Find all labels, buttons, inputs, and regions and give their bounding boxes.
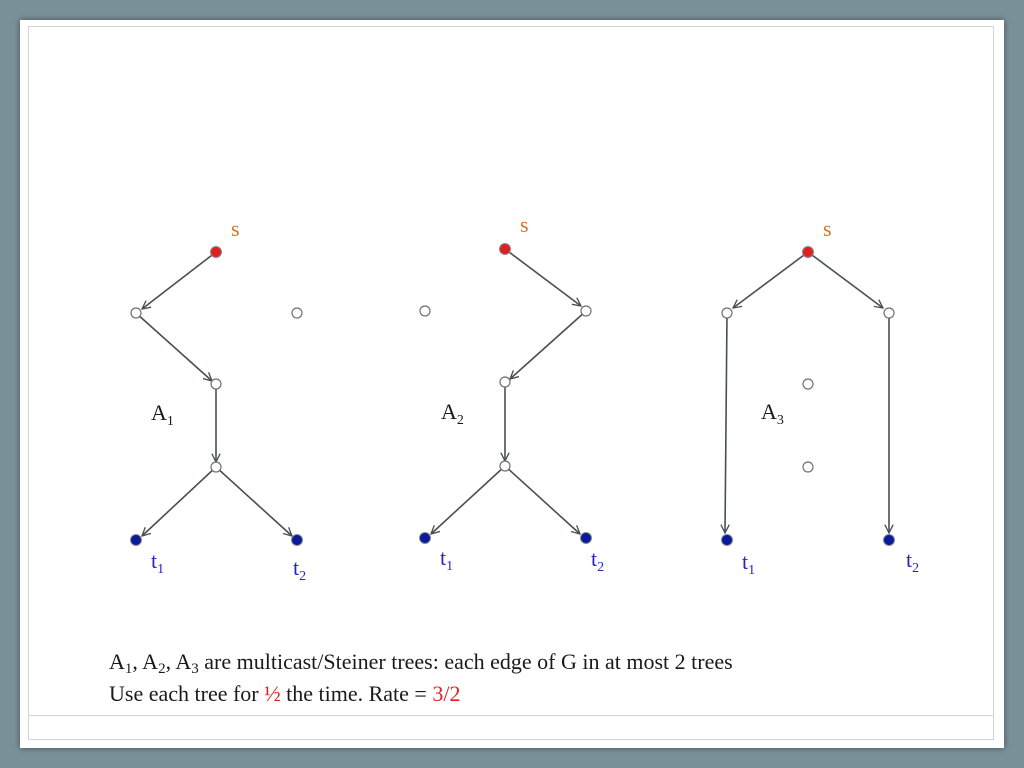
source-label: s: [823, 216, 832, 241]
edge-a1-s-n1: [142, 252, 216, 309]
slide-caption: [109, 646, 733, 710]
sink-label-t1: $t_1$: [440, 545, 454, 574]
tree-a2: [420, 212, 605, 575]
intermediate-node: [500, 377, 510, 387]
sink-node: [420, 533, 431, 544]
edge-a3-n1-t1: [725, 313, 727, 533]
edge-a2-s-n1: [505, 249, 581, 306]
edge-a1-n3-t2: [216, 467, 292, 536]
source-node: [803, 247, 814, 258]
sink-label-t1: $t_1$: [151, 548, 165, 577]
intermediate-node: [420, 306, 430, 316]
intermediate-node: [211, 462, 221, 472]
tree-a3: [722, 216, 920, 578]
source-node: [500, 244, 511, 255]
intermediate-node: [803, 379, 813, 389]
source-label: s: [520, 212, 529, 237]
sink-node: [131, 535, 142, 546]
edge-a1-n1-n2: [136, 313, 212, 381]
tree-a1: [131, 216, 307, 584]
intermediate-node: [292, 308, 302, 318]
intermediate-node: [131, 308, 141, 318]
intermediate-node: [803, 462, 813, 472]
sink-node: [884, 535, 895, 546]
sink-node: [722, 535, 733, 546]
intermediate-node: [722, 308, 732, 318]
edge-a2-n1-n2: [510, 311, 586, 379]
intermediate-node: [581, 306, 591, 316]
sink-label-t2: $t_2$: [591, 546, 605, 575]
sink-label-t2: $t_2$: [906, 547, 920, 576]
edge-a2-n3-t1: [431, 466, 505, 534]
sink-node: [581, 533, 592, 544]
edge-a1-n3-t1: [142, 467, 216, 536]
caption-line-2: Use each tree for ½ the time. Rate = 3/2: [109, 681, 461, 706]
rate-value: 3/2: [432, 681, 461, 706]
sink-label-t1: $t_1$: [742, 549, 756, 578]
half-fraction: ½: [264, 681, 281, 706]
intermediate-node: [884, 308, 894, 318]
sink-label-t2: $t_2$: [293, 555, 307, 584]
tree-label-a1: $A_1$: [151, 400, 174, 429]
tree-label-a3: $A_3$: [761, 399, 784, 428]
intermediate-node: [500, 461, 510, 471]
edge-a2-n3-t2: [505, 466, 580, 534]
source-node: [211, 247, 222, 258]
source-label: s: [231, 216, 240, 241]
caption-line-1: $A_1$, $A_2$, $A_3$ are multicast/Steiner trees: each edge of G in at most 2 trees: [109, 649, 733, 677]
sink-node: [292, 535, 303, 546]
intermediate-node: [211, 379, 221, 389]
edge-a3-s-n2: [808, 252, 883, 308]
edge-a3-s-n1: [733, 252, 808, 308]
tree-label-a2: $A_2$: [441, 399, 464, 428]
